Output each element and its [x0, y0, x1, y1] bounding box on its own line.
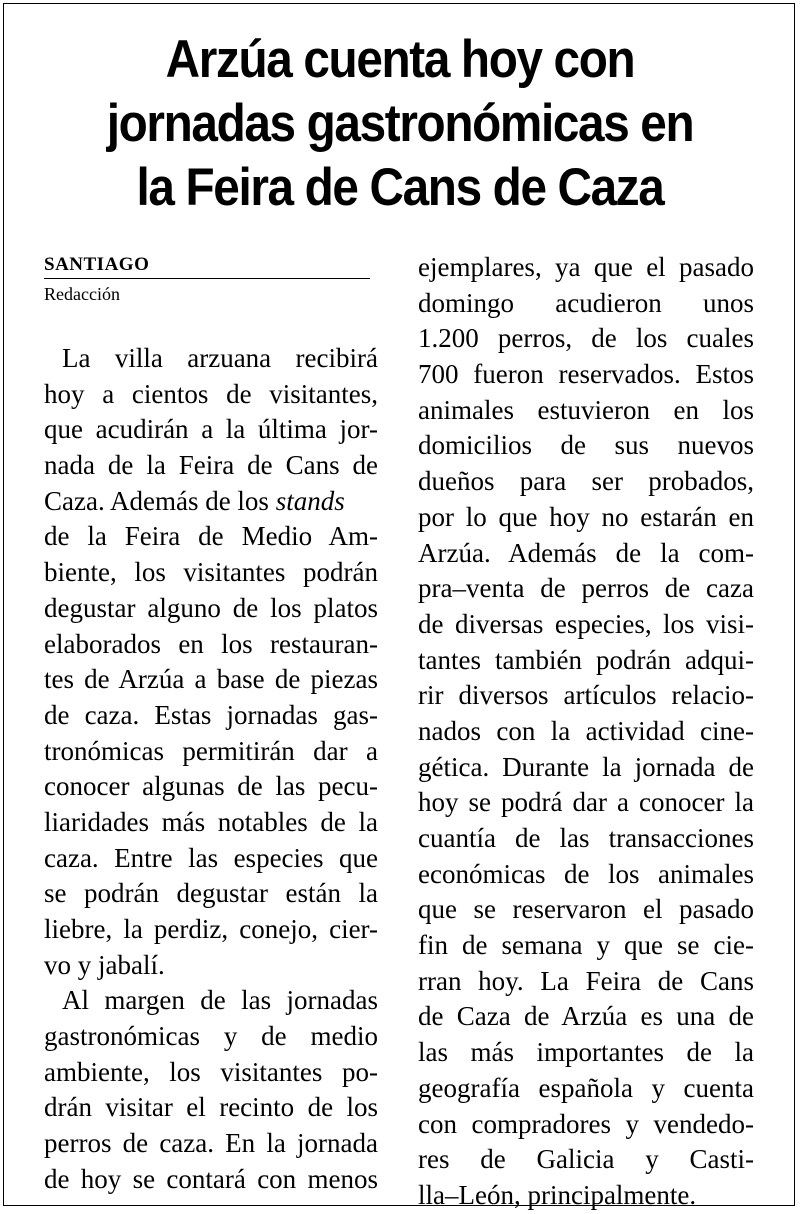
text-line: tantes también podrán adqui-	[418, 644, 754, 675]
text-line: lla–León, principalmente.	[418, 1179, 697, 1210]
paragraph-2	[44, 983, 378, 1197]
text-line: por lo que hoy no estarán en	[418, 501, 754, 532]
text-line: La villa arzuana recibirá	[62, 343, 378, 373]
text-line: ejemplares, ya que el pasado	[418, 252, 754, 282]
text-line: de Caza de Arzúa es una de	[418, 1001, 754, 1032]
headline-line-1: Arzúa cuenta hoy con	[165, 30, 635, 89]
text-line: cuantía de las transacciones	[418, 823, 754, 853]
text-line: nada de la Feira de Cans de	[44, 450, 378, 481]
text-line: nados con la actividad cine-	[418, 715, 754, 746]
text-line: gastronómicas y de medio	[44, 1021, 378, 1052]
text-line: de hoy se contará con menos	[44, 1163, 378, 1194]
text-line: de caza. Estas jornadas gas-	[44, 699, 378, 730]
text-line: se podrán degustar están la	[44, 878, 378, 909]
text-line: rran hoy. La Feira de Cans	[418, 965, 754, 996]
text-line: gética. Durante la jornada de	[418, 751, 754, 782]
text-line: domicilios de sus nuevos	[418, 430, 754, 461]
text-line: dueños para ser probados,	[418, 466, 754, 497]
text-line: biente, los visitantes podrán	[44, 557, 378, 588]
paragraph-1	[44, 341, 378, 983]
text-line: animales estuvieron en los	[418, 394, 754, 425]
text-line: que se reservaron el pasado	[418, 894, 754, 925]
text-line: geografía española y cuenta	[418, 1072, 754, 1103]
text-line: liebre, la perdiz, conejo, cier-	[44, 914, 378, 944]
text-line: Arzúa. Además de la com-	[418, 537, 754, 568]
text-line	[44, 484, 378, 520]
text-line: de diversas especies, los visi-	[418, 608, 754, 639]
text-line: con compradores y vendedo-	[418, 1108, 754, 1139]
right-column	[418, 250, 754, 1214]
text-line: ambiente, los visitantes po-	[44, 1056, 378, 1087]
text-line: hoy a cientos de visitantes,	[44, 378, 378, 409]
text-line: caza. Entre las especies que	[44, 842, 378, 873]
text-segment: Caza. Además de los	[44, 485, 269, 516]
text-line: perros de caza. En la jornada	[44, 1128, 378, 1159]
headline-line-2: jornadas gastronómicas en	[106, 94, 694, 153]
text-line: elaborados en los restauran-	[44, 628, 378, 659]
text-line: Al margen de las jornadas	[62, 985, 378, 1016]
text-line: tronómicas permitirán dar a	[44, 735, 378, 766]
text-line: pra–venta de perros de caza	[418, 573, 754, 604]
italic-word: stands	[275, 485, 345, 516]
text-line: vo y jabalí.	[44, 949, 165, 980]
text-line: fin de semana y que se cie-	[418, 930, 754, 961]
text-line: las más importantes de la	[418, 1037, 754, 1068]
location-label: SANTIAGO	[44, 250, 370, 279]
headline-line-3: la Feira de Cans de Caza	[136, 158, 664, 217]
byline: Redacción	[44, 284, 120, 304]
text-line: conocer algunas de las pecu-	[44, 771, 378, 802]
text-line: domingo acudieron unos	[418, 287, 754, 318]
text-line: rir diversos artículos relacio-	[418, 680, 754, 711]
text-line: 1.200 perros, de los cuales	[418, 323, 754, 354]
text-line: 700 fueron reservados. Estos	[418, 359, 754, 390]
text-line: res de Galicia y Casti-	[418, 1144, 754, 1175]
text-line: liaridades más notables de la	[44, 806, 378, 837]
headline	[45, 28, 754, 220]
text-line: tes de Arzúa a base de piezas	[44, 664, 378, 695]
left-column	[44, 250, 378, 1198]
text-line: drán visitar el recinto de los	[44, 1092, 378, 1123]
text-line: de la Feira de Medio Am-	[44, 521, 378, 552]
text-line: económicas de los animales	[418, 858, 754, 889]
text-line: degustar alguno de los platos	[44, 592, 378, 623]
text-line: hoy se podrá dar a conocer la	[418, 787, 754, 818]
text-line: que acudirán a la última jor-	[44, 414, 378, 445]
